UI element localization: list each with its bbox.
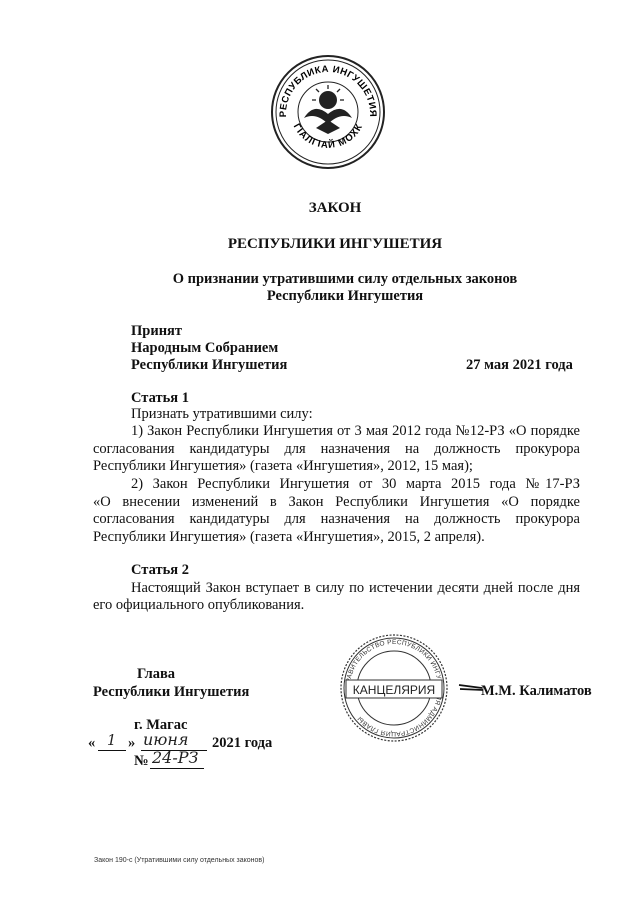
head-title-line2: Республики Ингушетия [93,684,250,700]
head-name: М.М. Калиматов [481,683,592,699]
emblem-seal-icon [268,52,388,172]
number-prefix: № [134,753,149,769]
law-heading-line1: О признании утратившими силу отдельных законов [172,271,518,287]
date-month: июня [143,730,189,749]
article1-item1-line2: согласования кандидатуры для назначения на должность прокурора [93,441,580,457]
emblem [268,52,388,172]
office-stamp-icon [338,632,450,744]
day-underline [98,750,126,751]
stamp-center-text: КАНЦЕЛЯРИЯ [352,683,436,697]
number-underline [150,768,204,769]
adopted-line3: Республики Ингушетия [131,357,288,373]
article1-intro: Признать утратившими силу: [131,406,313,422]
law-number: 24-РЗ [152,748,199,767]
article1-item1-line1 [131,422,580,440]
city: г. Магас [134,717,188,733]
law-heading-line2: Республики Ингушетия [266,288,424,304]
adopted-line2: Народным Собранием [131,340,279,356]
article2-line1: Настоящий Закон вступает в силу по истечении десяти дней после дня [131,580,580,596]
article2-line2: его официального опубликования. [93,597,305,613]
article1-item2-line4: Республики Ингушетия» (газета «Ингушетия», 2015, 2 апреля). [93,529,485,545]
date-close-quote: » [128,735,136,751]
emblem-bottom-text: ГIАЛГIАЙ МОХК [290,121,366,152]
article1-item1-text1: 1) Закон Республики Ингушетия от 3 мая 2012 года №12-РЗ «О порядке [131,423,580,439]
emblem-top-text: РЕСПУБЛИКА ИНГУШЕТИЯ [277,63,379,118]
adopted-line1: Принят [131,323,183,339]
footer-note: Закон 190-с (Утратившими силу отдельных законов) [94,857,265,864]
article2-title: Статья 2 [131,562,189,578]
article1-title: Статья 1 [131,390,189,406]
head-title-line1: Глава [137,666,176,682]
article1-item2-line1: 2) Закон Республики Ингушетия от 30 марта 2015 года №17-РЗ [131,476,580,492]
law-subtitle: РЕСПУБЛИКИ ИНГУШЕТИЯ [227,236,443,252]
adopted-date: 27 мая 2021 года [466,357,573,373]
law-title: ЗАКОН [308,200,362,216]
date-open-quote: « [88,735,96,751]
date-day: 1 [107,733,117,749]
article1-item1-line3: Республики Ингушетия» (газета «Ингушетия», 2012, 15 мая); [93,458,473,474]
stamp-ring-text: АВИТЕЛЬСТВО РЕСПУБЛИКИ ИНГУ Я АДМИНИСТРАЦИЯ ГЛАВЫ [346,638,443,738]
article1-item2-line3: согласования кандидатуры для назначения на должность прокурора [93,511,580,527]
date-year: 2021 года [212,735,273,751]
article1-item2-line2: «О внесении изменений в Закон Республики Ингушетия «О порядке [93,494,580,510]
office-stamp [338,632,450,744]
